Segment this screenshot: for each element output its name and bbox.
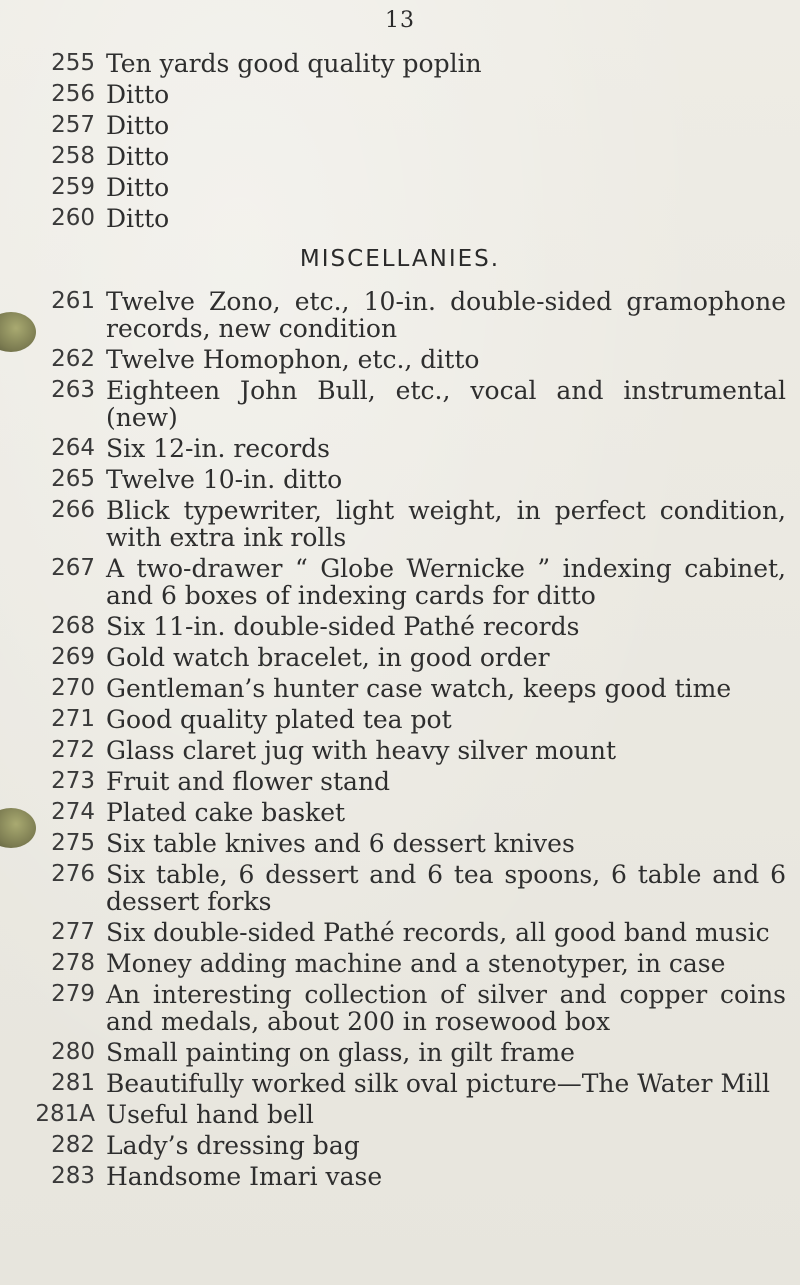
lot-description: Plated cake basket [106,798,346,827]
lot-number: 257 [51,112,95,138]
lot-description: Handsome Imari vase [106,1162,383,1191]
lot-number: 283 [51,1163,95,1189]
lot-description: An interesting collection of silver and copper coins and medals, about 200 in rosewood box [106,980,786,1036]
lot-description: Ditto [106,204,170,233]
lot-description: Eighteen John Bull, etc., vocal and instrumental (new) [106,376,786,432]
page-number: 13 [385,8,415,33]
lot-number: 282 [51,1132,95,1158]
lot-description: Ten yards good quality poplin [106,49,482,78]
lot-number: 266 [51,497,95,523]
lot-number: 261 [51,288,95,314]
lot-description: Six 11-in. double-sided Pathé records [106,612,580,641]
lot-description: Gold watch bracelet, in good order [106,643,550,672]
lot-number: 277 [51,919,95,945]
lot-description: Twelve Homophon, etc., ditto [106,345,480,374]
lot-number: 270 [51,675,95,701]
lot-description: Money adding machine and a stenotyper, in case [106,949,726,978]
lot-description: Ditto [106,173,170,202]
lot-number: 280 [51,1039,95,1065]
lot-description: Glass claret jug with heavy silver mount [106,736,617,765]
lot-number: 255 [51,50,95,76]
lot-number: 263 [51,377,95,403]
lot-number: 276 [51,861,95,887]
lot-number: 272 [51,737,95,763]
lot-description: Beautifully worked silk oval picture—The Water Mill [106,1069,771,1098]
lot-number: 267 [51,555,95,581]
lot-number: 264 [51,435,95,461]
lot-description: Six 12-in. records [106,434,330,463]
lot-number: 265 [51,466,95,492]
lot-description: Ditto [106,142,170,171]
lot-description: Fruit and flower stand [106,767,391,796]
lot-description: Lady’s dressing bag [106,1131,360,1160]
lot-description: Twelve Zono, etc., 10-in. double-sided gramophone records, new condition [106,287,786,343]
lot-description: A two-drawer “ Globe Wernicke ” indexing cabinet, and 6 boxes of indexing cards for ditto [106,554,786,610]
lot-description: Six table, 6 dessert and 6 tea spoons, 6 table and 6 dessert forks [106,860,786,916]
lot-number: 260 [51,205,95,231]
lot-description: Good quality plated tea pot [106,705,452,734]
lot-number: 273 [51,768,95,794]
lot-description: Blick typewriter, light weight, in perfect condition, with extra ink rolls [106,496,786,552]
lot-number: 281 [51,1070,95,1096]
lot-number: 262 [51,346,95,372]
section-heading: MISCELLANIES. [299,246,501,272]
lot-number: 258 [51,143,95,169]
lot-description: Gentleman’s hunter case watch, keeps good time [106,674,732,703]
lot-number: 274 [51,799,95,825]
lot-number: 278 [51,950,95,976]
lot-number: 271 [51,706,95,732]
lot-number: 256 [51,81,95,107]
lot-description: Six table knives and 6 dessert knives [106,829,575,858]
lot-number: 259 [51,174,95,200]
lot-number: 269 [51,644,95,670]
lot-description: Ditto [106,80,170,109]
lot-number: 268 [51,613,95,639]
lot-description: Ditto [106,111,170,140]
lot-number: 281A [35,1101,95,1127]
lot-description: Small painting on glass, in gilt frame [106,1038,575,1067]
lot-description: Useful hand bell [106,1100,314,1129]
lot-number: 279 [51,981,95,1007]
lot-description: Six double-sided Pathé records, all good band music [106,918,770,947]
lot-number: 275 [51,830,95,856]
lot-description: Twelve 10-in. ditto [106,465,343,494]
